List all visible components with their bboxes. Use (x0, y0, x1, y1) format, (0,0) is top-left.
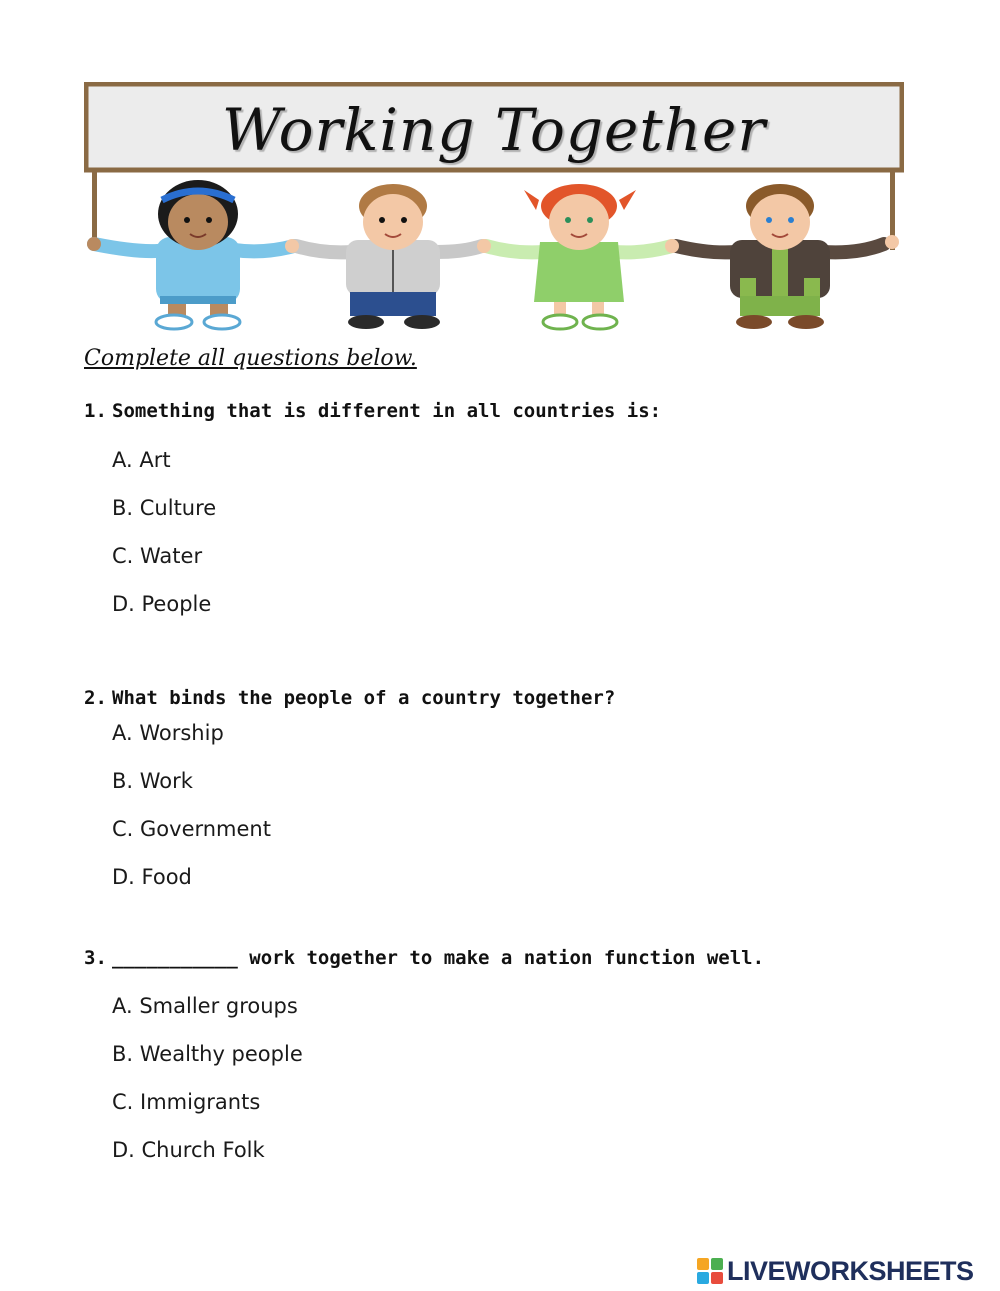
q3-option-a[interactable]: A. Smaller groups (112, 994, 298, 1018)
kid-4-figure (665, 184, 899, 329)
question-1 (84, 400, 661, 422)
question-text: ___________ work together to make a nation function well. (112, 947, 765, 969)
kid-2-figure (285, 184, 482, 329)
instructions: Complete all questions below. (84, 346, 417, 371)
q1-option-a[interactable]: A. Art (112, 448, 171, 472)
liveworksheets-logo-icon (697, 1258, 723, 1284)
q1-option-c[interactable]: C. Water (112, 544, 203, 568)
q1-option-d[interactable]: D. People (112, 592, 212, 616)
liveworksheets-logo (697, 1254, 974, 1288)
q2-option-d[interactable]: D. Food (112, 865, 192, 889)
question-number: 2. (84, 687, 107, 709)
kid-3-figure (477, 184, 672, 329)
question-number: 1. (84, 400, 107, 422)
worksheet-title: Working Together (221, 96, 767, 164)
q3-option-b[interactable]: B. Wealthy people (112, 1042, 303, 1066)
q2-option-a[interactable]: A. Worship (112, 721, 224, 745)
kid-1-figure (87, 180, 294, 329)
question-2 (84, 687, 615, 709)
banner (84, 82, 904, 334)
question-3 (84, 947, 764, 969)
q1-option-b[interactable]: B. Culture (112, 496, 217, 520)
q3-option-d[interactable]: D. Church Folk (112, 1138, 265, 1162)
logo-text: LIVEWORKSHEETS (727, 1255, 974, 1286)
q3-option-c[interactable]: C. Immigrants (112, 1090, 261, 1114)
question-number: 3. (84, 947, 107, 969)
question-text: Something that is different in all countries is: (112, 400, 662, 422)
question-text: What binds the people of a country together? (112, 687, 616, 709)
q2-option-c[interactable]: C. Government (112, 817, 271, 841)
q2-option-b[interactable]: B. Work (112, 769, 193, 793)
